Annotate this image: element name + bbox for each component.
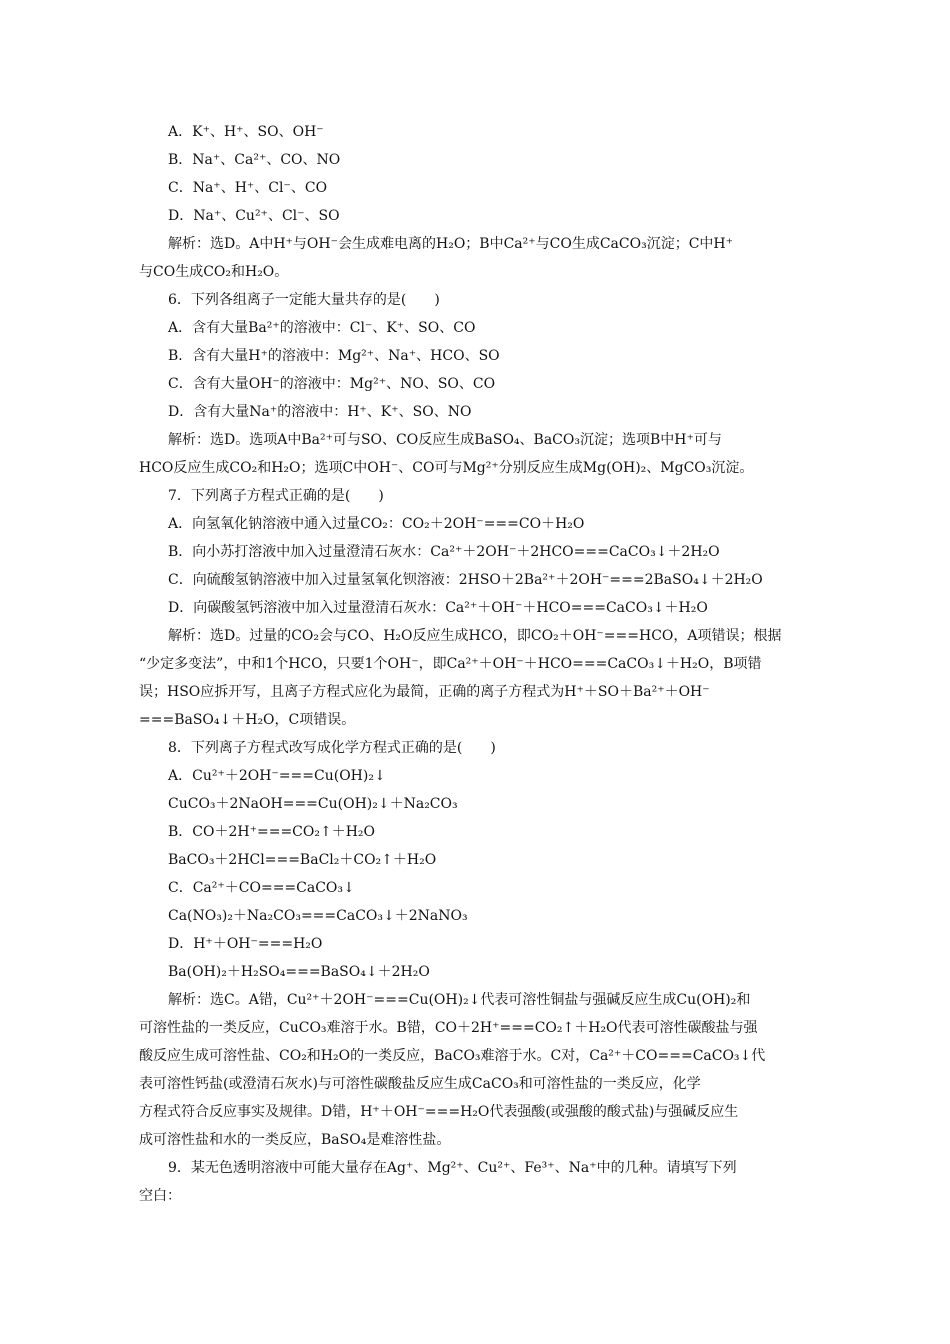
analysis-8-line3: 酸反应生成可溶性盐、CO₂和H₂O的一类反应，BaCO₃难溶于水。C对，Ca²⁺＋CO===CaCO₃↓代 xyxy=(139,1048,766,1064)
option-6d: D．含有大量Na⁺的溶液中：H⁺、K⁺、SO、NO xyxy=(168,404,472,420)
option-5a: A．K⁺、H⁺、SO、OH⁻ xyxy=(168,124,324,140)
option-6c: C．含有大量OH⁻的溶液中：Mg²⁺、NO、SO、CO xyxy=(168,376,496,392)
option-8b-ionic: B．CO＋2H⁺===CO₂↑＋H₂O xyxy=(168,824,376,840)
analysis-8-line4: 表可溶性钙盐(或澄清石灰水)与可溶性碳酸盐反应生成CaCO₃和可溶性盐的一类反应，化学 xyxy=(139,1076,701,1092)
analysis-7-line2: “少定多变法”，中和1个HCO，只要1个OH⁻，即Ca²⁺＋OH⁻＋HCO===CaCO₃↓＋H₂O，B项错 xyxy=(139,656,762,672)
option-5d: D．Na⁺、Cu²⁺、Cl⁻、SO xyxy=(168,208,340,224)
option-8b-chemical: BaCO₃＋2HCl===BaCl₂＋CO₂↑＋H₂O xyxy=(168,852,437,868)
option-7d: D．向碳酸氢钙溶液中加入过量澄清石灰水：Ca²⁺＋OH⁻＋HCO===CaCO₃↓＋H₂O xyxy=(168,600,708,616)
question-9-stem-line1: 9．某无色透明溶液中可能大量存在Ag⁺、Mg²⁺、Cu²⁺、Fe³⁺、Na⁺中的几种。请填写下列 xyxy=(168,1160,737,1176)
option-7c: C．向硫酸氢钠溶液中加入过量氢氧化钡溶液：2HSO＋2Ba²⁺＋2OH⁻===2BaSO₄↓＋2H₂O xyxy=(168,572,763,588)
analysis-7-line4: ===BaSO₄↓＋H₂O，C项错误。 xyxy=(139,712,356,728)
analysis-6-line1: 解析：选D。选项A中Ba²⁺可与SO、CO反应生成BaSO₄、BaCO₃沉淀；选项B中H⁺可与 xyxy=(168,432,722,448)
question-7-stem: 7．下列离子方程式正确的是( ) xyxy=(168,488,384,504)
option-8a-ionic: A．Cu²⁺＋2OH⁻===Cu(OH)₂↓ xyxy=(168,768,386,784)
analysis-7-line1: 解析：选D。过量的CO₂会与CO、H₂O反应生成HCO，即CO₂＋OH⁻===HCO，A项错误；根据 xyxy=(168,628,782,644)
option-8a-chemical: CuCO₃＋2NaOH===Cu(OH)₂↓＋Na₂CO₃ xyxy=(168,796,458,812)
analysis-8-line2: 可溶性盐的一类反应，CuCO₃难溶于水。B错，CO＋2H⁺===CO₂↑＋H₂O代表可溶性碳酸盐与强 xyxy=(139,1020,758,1036)
analysis-7-line3: 误；HSO应拆开写，且离子方程式应化为最简，正确的离子方程式为H⁺＋SO＋Ba²⁺＋OH⁻ xyxy=(139,684,710,700)
option-8d-chemical: Ba(OH)₂＋H₂SO₄===BaSO₄↓＋2H₂O xyxy=(168,964,430,980)
question-8-stem: 8．下列离子方程式改写成化学方程式正确的是( ) xyxy=(168,740,496,756)
option-7b: B．向小苏打溶液中加入过量澄清石灰水：Ca²⁺＋2OH⁻＋2HCO===CaCO₃↓＋2H₂O xyxy=(168,544,720,560)
analysis-5-line2: 与CO生成CO₂和H₂O。 xyxy=(139,264,289,280)
analysis-6-line2: HCO反应生成CO₂和H₂O；选项C中OH⁻、CO可与Mg²⁺分别反应生成Mg(OH)₂、MgCO₃沉淀。 xyxy=(139,460,754,476)
option-5c: C．Na⁺、H⁺、Cl⁻、CO xyxy=(168,180,328,196)
question-9-stem-line2: 空白： xyxy=(139,1188,181,1204)
question-6-stem: 6．下列各组离子一定能大量共存的是( ) xyxy=(168,292,440,308)
option-8d-ionic: D．H⁺＋OH⁻===H₂O xyxy=(168,936,323,952)
analysis-8-line6: 成可溶性盐和水的一类反应，BaSO₄是难溶性盐。 xyxy=(139,1132,451,1148)
option-7a: A．向氢氧化钠溶液中通入过量CO₂：CO₂＋2OH⁻===CO＋H₂O xyxy=(168,516,585,532)
analysis-8-line1: 解析：选C。A错，Cu²⁺＋2OH⁻===Cu(OH)₂↓代表可溶性铜盐与强碱反应生成Cu(OH)₂和 xyxy=(168,992,751,1008)
option-6b: B．含有大量H⁺的溶液中：Mg²⁺、Na⁺、HCO、SO xyxy=(168,348,500,364)
option-5b: B．Na⁺、Ca²⁺、CO、NO xyxy=(168,152,341,168)
option-6a: A．含有大量Ba²⁺的溶液中：Cl⁻、K⁺、SO、CO xyxy=(168,320,476,336)
option-8c-chemical: Ca(NO₃)₂＋Na₂CO₃===CaCO₃↓＋2NaNO₃ xyxy=(168,908,468,924)
analysis-5-line1: 解析：选D。A中H⁺与OH⁻会生成难电离的H₂O；B中Ca²⁺与CO生成CaCO₃沉淀；C中H⁺ xyxy=(168,236,734,252)
option-8c-ionic: C．Ca²⁺＋CO===CaCO₃↓ xyxy=(168,880,355,896)
analysis-8-line5: 方程式符合反应事实及规律。D错，H⁺＋OH⁻===H₂O代表强酸(或强酸的酸式盐)与强碱反应生 xyxy=(139,1104,739,1120)
